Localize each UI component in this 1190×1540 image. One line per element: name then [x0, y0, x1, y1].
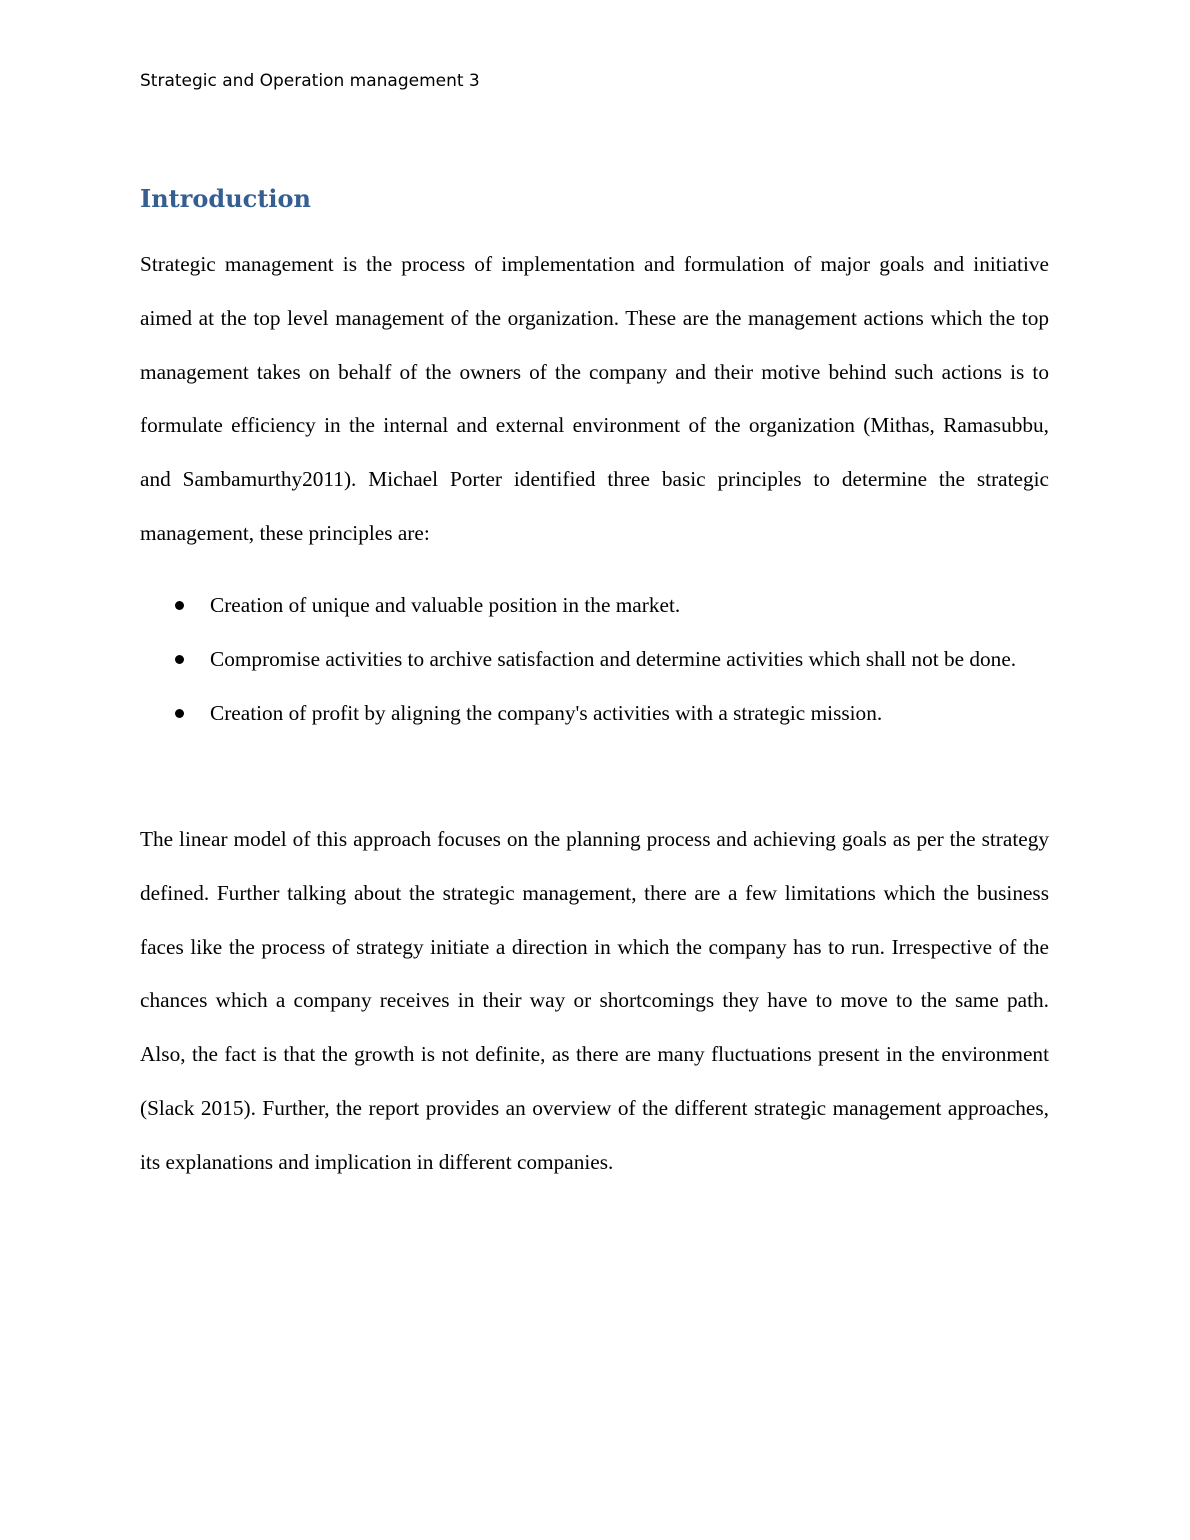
- bullet-icon: [175, 601, 184, 610]
- section-heading: Introduction: [140, 184, 311, 213]
- list-item-text: Compromise activities to archive satisfaction and determine activities which shall not be done.: [210, 646, 1017, 671]
- list-item-text: Creation of unique and valuable position in the market.: [210, 593, 681, 617]
- list-item: [140, 687, 1049, 741]
- bullet-icon: [175, 709, 184, 718]
- principles-list: [140, 579, 1049, 740]
- bullet-icon: [175, 655, 184, 664]
- list-item-text: Creation of profit by aligning the company's activities with a strategic mission.: [210, 700, 883, 725]
- list-item: [140, 633, 1049, 687]
- list-item: [140, 579, 1049, 633]
- linear-model-paragraph: The linear model of this approach focuses on the planning process and achieving goals as per the strategy defined. Further talking about the strategic management, there are a few limitations which the business faces like the process of strategy initiate a direction in which the company has to run. Irrespective of the chances which a company receives in their way or shortcomings they have to move to the same path. Also, the fact is that the growth is not definite, as there are many fluctuations present in the environment (Slack 2015). Further, the report provides an overview of the different strategic management approaches, its explanations and implication in different companies.: [140, 827, 1049, 1174]
- running-header: Strategic and Operation management 3: [140, 71, 480, 91]
- intro-paragraph: Strategic management is the process of implementation and formulation of major goals and initiative aimed at the top level management of the organization. These are the management actions which the top management takes on behalf of the owners of the company and their motive behind such actions is to formulate efficiency in the internal and external environment of the organization (Mithas, Ramasubbu, and Sambamurthy2011). Michael Porter identified three basic principles to determine the strategic management, these principles are:: [140, 252, 1049, 545]
